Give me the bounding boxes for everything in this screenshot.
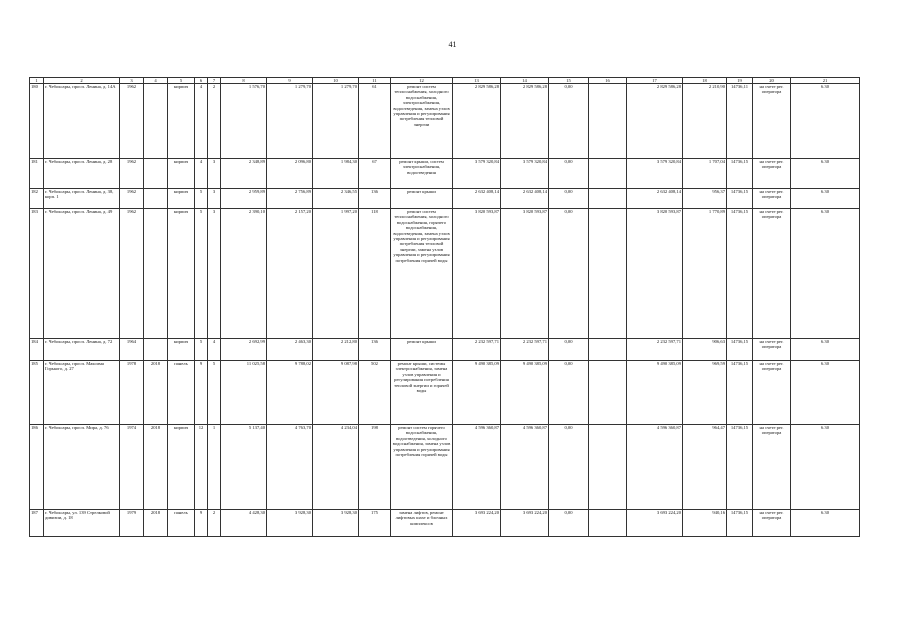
premises-area-cell: 2 157,20 xyxy=(267,209,313,339)
table-row xyxy=(30,425,860,510)
cost-blank-cell xyxy=(589,361,627,425)
cost-owners-cell: 2 829 586,28 xyxy=(501,84,549,159)
limit-per-sqm-cell: 14736,15 xyxy=(727,339,753,361)
cost-other-cell: 0,00 xyxy=(549,339,589,361)
address-cell: г. Чебоксары, просп. Ленина, д. 72 xyxy=(44,339,120,361)
residential-area-cell: 9 087,98 xyxy=(313,361,359,425)
residents-cell: 67 xyxy=(359,159,391,189)
cost-other-cell: 0,00 xyxy=(549,84,589,159)
entrances-cell: 3 xyxy=(208,189,221,209)
cost-total-cell: 3 820 593,87 xyxy=(453,209,501,339)
limit-per-sqm-cell: 14736,15 xyxy=(727,361,753,425)
premises-area-cell: 2 463,30 xyxy=(267,339,313,361)
cost-owners-cell: 3 693 224,20 xyxy=(501,510,549,537)
table-row xyxy=(30,361,860,425)
residential-area-cell: 2 346,55 xyxy=(313,189,359,209)
cost-per-sqm-cell: 940,16 xyxy=(683,510,727,537)
column-number: 14 xyxy=(501,78,549,84)
address-cell: г. Чебоксары, просп. Ленина, д. 28 xyxy=(44,159,120,189)
works-cell: ремонт крыши, системы электроснабжения, замена узлов управления и регулирования потребления тепловой энергии и горячей воды xyxy=(391,361,453,425)
works-cell: ремонт крыши, систем электроснабжения, водоотведения xyxy=(391,159,453,189)
table-row xyxy=(30,209,860,339)
col21-cell: 6.30 xyxy=(791,510,860,537)
column-number: 13 xyxy=(453,78,501,84)
column-number: 9 xyxy=(267,78,313,84)
residential-area-cell: 1 279,70 xyxy=(313,84,359,159)
residents-cell: 502 xyxy=(359,361,391,425)
cost-plan-cell: 9 490 385,09 xyxy=(627,361,683,425)
wall-material-cell: панель xyxy=(168,361,195,425)
cost-per-sqm-cell: 1 707,04 xyxy=(683,159,727,189)
works-cell: ремонт систем горячего водоснабжения, водоотведения, холодного водоснабжения, замена узлов управления и регулирования потребления горячей воды xyxy=(391,425,453,510)
cost-per-sqm-cell: 1 770,89 xyxy=(683,209,727,339)
col21-cell: 6.30 xyxy=(791,209,860,339)
cost-total-cell: 9 490 385,09 xyxy=(453,361,501,425)
premises-area-cell: 2 756,89 xyxy=(267,189,313,209)
column-number: 7 xyxy=(208,78,221,84)
column-number: 3 xyxy=(120,78,144,84)
cost-total-cell: 2 829 586,28 xyxy=(453,84,501,159)
cost-plan-cell: 4 596 360,87 xyxy=(627,425,683,510)
works-cell: замена лифтов, ремонт лифтовых шахт и блочных комплексов xyxy=(391,510,453,537)
cost-blank-cell xyxy=(589,425,627,510)
fund-method-cell: на счете рег. оператора xyxy=(753,361,791,425)
wall-material-cell: кирпич xyxy=(168,425,195,510)
cost-owners-cell: 2 632 408,14 xyxy=(501,189,549,209)
address-cell: г. Чебоксары, просп. Ленина, д. 49 xyxy=(44,209,120,339)
cost-per-sqm-cell: 964,47 xyxy=(683,425,727,510)
column-number: 19 xyxy=(727,78,753,84)
column-number: 11 xyxy=(359,78,391,84)
cost-blank-cell xyxy=(589,339,627,361)
year-built-cell: 1962 xyxy=(120,159,144,189)
fund-method-cell: на счете рег. оператора xyxy=(753,84,791,159)
year-built-cell: 1974 xyxy=(120,425,144,510)
floors-cell: 5 xyxy=(195,209,208,339)
table-row xyxy=(30,84,860,159)
entrances-cell: 1 xyxy=(208,425,221,510)
column-number: 15 xyxy=(549,78,589,84)
address-cell: г. Чебоксары, просп. Ленина, д. 38, корп. 1 xyxy=(44,189,120,209)
residential-area-cell: 1 984,30 xyxy=(313,159,359,189)
cost-total-cell: 4 596 360,87 xyxy=(453,425,501,510)
table-row xyxy=(30,510,860,537)
cost-owners-cell: 3 579 320,84 xyxy=(501,159,549,189)
premises-area-cell: 4 763,70 xyxy=(267,425,313,510)
col21-cell: 6.30 xyxy=(791,425,860,510)
cost-total-cell: 2 632 408,14 xyxy=(453,189,501,209)
residents-cell: 136 xyxy=(359,189,391,209)
limit-per-sqm-cell: 14736,15 xyxy=(727,510,753,537)
cost-plan-cell: 3 579 320,84 xyxy=(627,159,683,189)
address-cell: г. Чебоксары, ул. 139 Стрелковой дивизии, д. 18 xyxy=(44,510,120,537)
total-area-cell: 5 137,40 xyxy=(221,425,267,510)
column-number: 17 xyxy=(627,78,683,84)
year-reconstructed-cell xyxy=(144,84,168,159)
floors-cell: 4 xyxy=(195,84,208,159)
wall-material-cell: кирпич xyxy=(168,339,195,361)
fund-method-cell: на счете рег. оператора xyxy=(753,159,791,189)
address-cell: г. Чебоксары, просп. Максима Горького, д. 27 xyxy=(44,361,120,425)
fund-method-cell: на счете рег. оператора xyxy=(753,510,791,537)
wall-material-cell: кирпич xyxy=(168,209,195,339)
premises-area-cell: 9 788,02 xyxy=(267,361,313,425)
cost-other-cell: 0,00 xyxy=(549,159,589,189)
total-area-cell: 4 428,30 xyxy=(221,510,267,537)
column-number: 12 xyxy=(391,78,453,84)
residential-area-cell: 2 212,80 xyxy=(313,339,359,361)
cost-blank-cell xyxy=(589,209,627,339)
residential-area-cell: 1 997,20 xyxy=(313,209,359,339)
wall-material-cell: кирпич xyxy=(168,84,195,159)
limit-per-sqm-cell: 14736,15 xyxy=(727,189,753,209)
column-number: 10 xyxy=(313,78,359,84)
limit-per-sqm-cell: 14736,11 xyxy=(727,84,753,159)
cost-blank-cell xyxy=(589,510,627,537)
row-number: 187 xyxy=(30,510,44,537)
floors-cell: 4 xyxy=(195,159,208,189)
table-row xyxy=(30,159,860,189)
works-cell: ремонт систем теплоснабжения, холодного водоснабжения, горячего водоснабжения, водоотведения, замена узлов управления и регулирования потребления тепловой энергии, замена узлов управления и регулирования потребления горячей воды xyxy=(391,209,453,339)
table-row xyxy=(30,189,860,209)
row-number: 180 xyxy=(30,84,44,159)
year-reconstructed-cell: 2018 xyxy=(144,425,168,510)
address-cell: г. Чебоксары, просп. Ленина, д. 14А xyxy=(44,84,120,159)
column-number: 5 xyxy=(168,78,195,84)
repair-register-table xyxy=(29,77,860,537)
residents-cell: 198 xyxy=(359,425,391,510)
col21-cell: 6.30 xyxy=(791,159,860,189)
residents-cell: 61 xyxy=(359,84,391,159)
entrances-cell: 5 xyxy=(208,361,221,425)
limit-per-sqm-cell: 14736,15 xyxy=(727,159,753,189)
cost-owners-cell: 2 232 597,71 xyxy=(501,339,549,361)
floors-cell: 12 xyxy=(195,425,208,510)
year-built-cell: 1978 xyxy=(120,361,144,425)
works-cell: ремонт крыши xyxy=(391,189,453,209)
works-cell: ремонт крыши xyxy=(391,339,453,361)
total-area-cell: 2 390,10 xyxy=(221,209,267,339)
fund-method-cell: на счете рег. оператора xyxy=(753,425,791,510)
total-area-cell: 2 692,99 xyxy=(221,339,267,361)
page-number: 41 xyxy=(448,40,457,49)
column-number: 18 xyxy=(683,78,727,84)
cost-per-sqm-cell: 956,37 xyxy=(683,189,727,209)
row-number: 183 xyxy=(30,209,44,339)
cost-total-cell: 3 579 320,84 xyxy=(453,159,501,189)
column-number: 6 xyxy=(195,78,208,84)
column-number: 20 xyxy=(753,78,791,84)
entrances-cell: 2 xyxy=(208,510,221,537)
column-number: 21 xyxy=(791,78,860,84)
cost-blank-cell xyxy=(589,189,627,209)
cost-blank-cell xyxy=(589,159,627,189)
cost-blank-cell xyxy=(589,84,627,159)
residential-area-cell: 4 234,04 xyxy=(313,425,359,510)
cost-plan-cell: 2 829 586,28 xyxy=(627,84,683,159)
limit-per-sqm-cell: 14736,15 xyxy=(727,425,753,510)
cost-per-sqm-cell: 2 210,90 xyxy=(683,84,727,159)
premises-area-cell: 1 279,70 xyxy=(267,84,313,159)
wall-material-cell: панель xyxy=(168,510,195,537)
cost-plan-cell: 2 232 597,71 xyxy=(627,339,683,361)
cost-per-sqm-cell: 969,59 xyxy=(683,361,727,425)
cost-plan-cell: 2 632 408,14 xyxy=(627,189,683,209)
year-built-cell: 1964 xyxy=(120,339,144,361)
cost-plan-cell: 3 693 224,20 xyxy=(627,510,683,537)
cost-owners-cell: 3 820 593,87 xyxy=(501,209,549,339)
cost-total-cell: 2 232 597,71 xyxy=(453,339,501,361)
col21-cell: 6.30 xyxy=(791,84,860,159)
entrances-cell: 4 xyxy=(208,339,221,361)
cost-other-cell: 0,00 xyxy=(549,510,589,537)
entrances-cell: 3 xyxy=(208,209,221,339)
cost-per-sqm-cell: 906,63 xyxy=(683,339,727,361)
wall-material-cell: кирпич xyxy=(168,159,195,189)
premises-area-cell: 3 928,30 xyxy=(267,510,313,537)
cost-owners-cell: 9 490 385,09 xyxy=(501,361,549,425)
year-built-cell: 1979 xyxy=(120,510,144,537)
residents-cell: 118 xyxy=(359,209,391,339)
table-row xyxy=(30,339,860,361)
row-number: 182 xyxy=(30,189,44,209)
col21-cell: 6.30 xyxy=(791,189,860,209)
cost-total-cell: 3 693 224,20 xyxy=(453,510,501,537)
fund-method-cell: на счете рег. оператора xyxy=(753,339,791,361)
column-number: 2 xyxy=(44,78,120,84)
works-cell: ремонт систем теплоснабжения, холодного водоснабжения, электроснабжения, водоотведения, замена узлов управления и регулирования потребления тепловой энергии xyxy=(391,84,453,159)
cost-plan-cell: 3 820 593,87 xyxy=(627,209,683,339)
floors-cell: 5 xyxy=(195,189,208,209)
year-reconstructed-cell xyxy=(144,339,168,361)
total-area-cell: 11 025,58 xyxy=(221,361,267,425)
address-cell: г. Чебоксары, просп. Мира, д. 76 xyxy=(44,425,120,510)
total-area-cell: 2 348,89 xyxy=(221,159,267,189)
column-number: 1 xyxy=(30,78,44,84)
cost-owners-cell: 4 596 360,87 xyxy=(501,425,549,510)
fund-method-cell: на счете рег. оператора xyxy=(753,189,791,209)
cost-other-cell: 0,00 xyxy=(549,189,589,209)
cost-other-cell: 0,00 xyxy=(549,425,589,510)
residents-cell: 136 xyxy=(359,339,391,361)
year-reconstructed-cell: 2018 xyxy=(144,361,168,425)
cost-other-cell: 0,00 xyxy=(549,361,589,425)
row-number: 186 xyxy=(30,425,44,510)
year-built-cell: 1962 xyxy=(120,84,144,159)
residential-area-cell: 3 928,30 xyxy=(313,510,359,537)
fund-method-cell: на счете рег. оператора xyxy=(753,209,791,339)
total-area-cell: 2 959,89 xyxy=(221,189,267,209)
floors-cell: 9 xyxy=(195,361,208,425)
wall-material-cell: кирпич xyxy=(168,189,195,209)
row-number: 184 xyxy=(30,339,44,361)
row-number: 185 xyxy=(30,361,44,425)
residents-cell: 175 xyxy=(359,510,391,537)
column-number: 16 xyxy=(589,78,627,84)
total-area-cell: 1 576,70 xyxy=(221,84,267,159)
year-reconstructed-cell xyxy=(144,209,168,339)
floors-cell: 5 xyxy=(195,339,208,361)
year-built-cell: 1962 xyxy=(120,209,144,339)
entrances-cell: 3 xyxy=(208,159,221,189)
cost-other-cell: 0,00 xyxy=(549,209,589,339)
floors-cell: 9 xyxy=(195,510,208,537)
year-built-cell: 1962 xyxy=(120,189,144,209)
col21-cell: 6.30 xyxy=(791,361,860,425)
year-reconstructed-cell: 2018 xyxy=(144,510,168,537)
column-number: 8 xyxy=(221,78,267,84)
premises-area-cell: 2 096,80 xyxy=(267,159,313,189)
row-number: 181 xyxy=(30,159,44,189)
entrances-cell: 2 xyxy=(208,84,221,159)
limit-per-sqm-cell: 14736,15 xyxy=(727,209,753,339)
year-reconstructed-cell xyxy=(144,189,168,209)
year-reconstructed-cell xyxy=(144,159,168,189)
col21-cell: 6.30 xyxy=(791,339,860,361)
column-number: 4 xyxy=(144,78,168,84)
